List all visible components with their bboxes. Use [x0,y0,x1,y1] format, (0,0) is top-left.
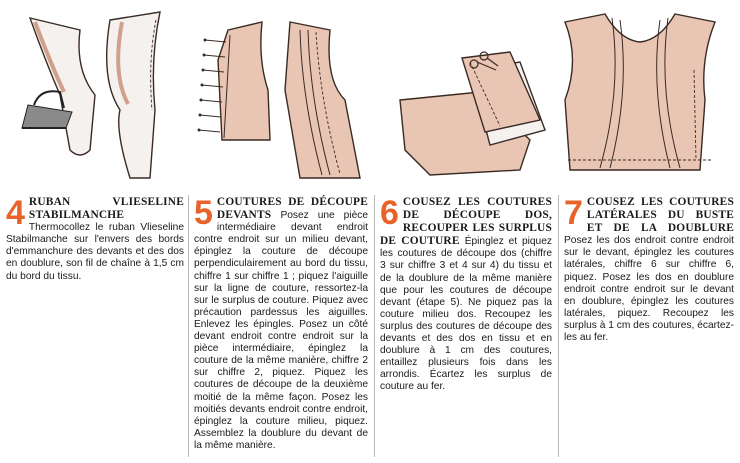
column-divider [374,195,375,457]
column-divider [558,195,559,457]
step-body: Posez une pièce intermédiaire devant endroit contre endroit sur un milieu devant, épinglez la couture de découpe perpendiculairement au bord du tissu, chiffre 1 sur chiffre 1 ; piquez l'aiguille sur la ligne de couture, ressortez-la sur le surplus de couture. Piquez avec précaution pardessus les aiguilles. Enlevez les épingles. Posez un côté devant endroit contre endroit sur la pièce intermédiaire, épinglez la couture de la même manière, chiffre 2 sur chiffre 2, piquez. Piquez les coutures de découpe de la deuxième moitié de la même façon. Posez les moitiés devants endroit contre endroit, épinglez la couture milieu, piquez. Assemblez la doublure du devant de la même manière. [194,210,368,451]
step7-illustration [565,14,715,170]
step-title: COUSEZ LES COUTURES LATÉRALES DU BUSTE ET DE LA DOUBLURE [586,196,734,235]
step-number: 7 [564,194,583,232]
step-number: 5 [194,194,213,232]
step-title: RUBAN VLIESELINE STABILMANCHE [28,196,184,222]
step6-illustration [400,52,545,175]
step4-illustration [22,12,160,178]
step-5 [194,196,368,452]
illustration-strip [0,0,740,185]
step-title: COUSEZ LES COUTURES DE DÉCOUPE DOS, RECOUPER LES SURPLUS DE COUTURE [380,196,552,248]
step-4 [6,196,184,283]
step-body: Posez les dos endroit contre endroit sur le devant, épinglez les coutures latérales, chiffre 6 sur chiffre 6, piquez. Posez les dos en doublure endroit contre endroit sur le devant en doublure, épinglez les coutures latérales, piquez. Recoupez les surplus à 1 cm des coutures, écartez-les au fer. [564,235,734,344]
step5-illustration [198,22,361,178]
column-divider [188,195,189,457]
step-number: 4 [6,194,25,232]
step-6 [380,196,552,394]
step-7 [564,196,734,344]
step-body: Épinglez et piquez les coutures de découpe dos (chiffre 3 sur chiffre 3 et 4 sur 4) du tissu et de la doublure de la même manière que pour les coutures de découpe devant (étape 5). Ne piquez pas la couture milieu dos. Recoupez les surplus des coutures de découpe des devants et des dos en tissu et en doublure à 1 cm des coutures, entaillez plusieurs fois dans les arrondis. Écartez les surplus de couture au fer. [380,236,552,393]
step-body: Thermocollez le ruban Vlieseline Stabilmanche sur l'envers des bords d'emmanchure des devants et des dos en doublure, son fil de chaîne à 1,5 cm du bord du tissu. [6,222,184,282]
step-title: COUTURES DE DÉCOUPE DEVANTS [216,196,368,222]
step-number: 6 [380,194,399,232]
sewing-illustrations [0,0,740,185]
